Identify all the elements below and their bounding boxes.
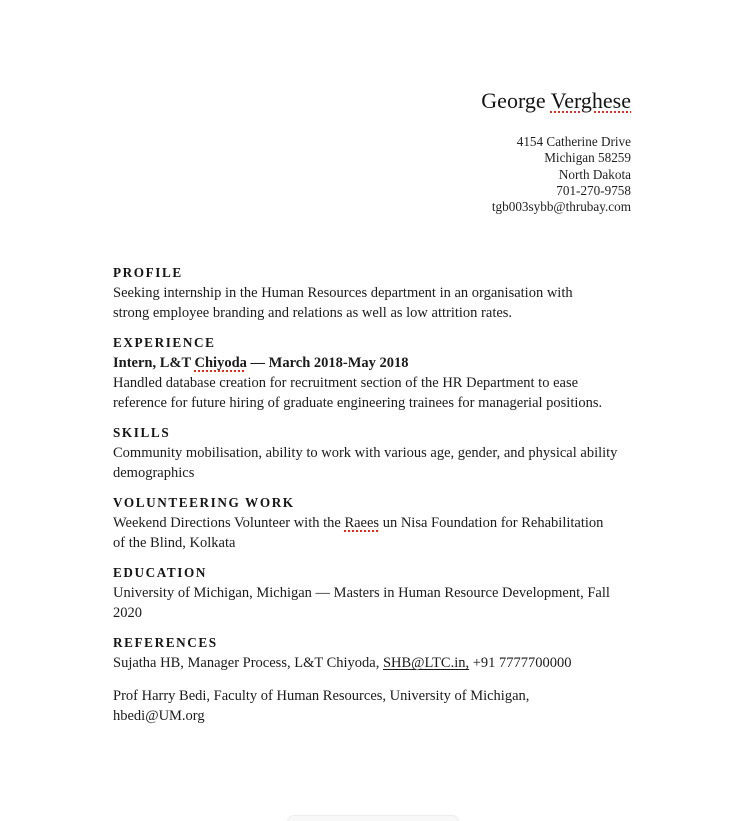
profile-text-line: Seeking internship in the Human Resources department in an organisation with <box>113 285 573 302</box>
contact-email: tgb003sybb@thrubay.com <box>491 199 631 214</box>
volunteering-text-prefix: Weekend Directions Volunteer with the <box>113 515 345 532</box>
experience-text-line: Handled database creation for recruitment section of the HR Department to ease <box>113 375 579 392</box>
job-title-prefix: Intern, L&T <box>113 355 195 372</box>
skills-heading: SKILLS <box>113 425 171 441</box>
reference-2-text-line: Prof Harry Bedi, Faculty of Human Resources, University of Michigan, <box>113 688 530 705</box>
section-references <box>113 633 631 726</box>
experience-heading: EXPERIENCE <box>113 335 216 351</box>
reference-email-link[interactable]: SHB@LTC.in, <box>382 655 470 672</box>
contact-address-line3: North Dakota <box>558 166 631 182</box>
resume-body <box>113 263 631 726</box>
skills-text-line: Community mobilisation, ability to work with various age, gender, and physical ability <box>113 445 618 462</box>
reference-1-text: Sujatha HB, Manager Process, L&T Chiyoda, <box>113 655 383 672</box>
education-text-line: 2020 <box>113 605 142 622</box>
section-volunteering <box>113 493 631 553</box>
skills-text-line: demographics <box>113 465 195 482</box>
job-title-misspelled-word: Chiyoda <box>194 355 247 372</box>
references-heading: REFERENCES <box>113 635 218 651</box>
volunteering-text-line: of the Blind, Kolkata <box>113 535 236 552</box>
section-skills <box>113 423 631 483</box>
education-heading: EDUCATION <box>113 565 208 581</box>
education-text-line: University of Michigan, Michigan — Masters in Human Resource Development, Fall <box>113 585 610 602</box>
candidate-last-name-misspelled: Verghese <box>550 88 631 113</box>
reference-1-phone: +91 7777700000 <box>469 655 572 672</box>
reference-entry-1 <box>113 653 631 673</box>
job-title-dates: — March 2018-May 2018 <box>246 355 409 372</box>
contact-phone: 701-270-9758 <box>556 182 631 198</box>
experience-job-title <box>113 353 631 373</box>
section-education <box>113 563 631 623</box>
volunteering-text-line <box>113 513 631 533</box>
experience-text-line: reference for future hiring of graduate engineering trainees for managerial positions. <box>113 395 603 412</box>
volunteering-text-suffix: un Nisa Foundation for Rehabilitation <box>379 515 604 532</box>
reference-entry-2 <box>113 686 631 726</box>
volunteering-misspelled-word: Raees <box>344 515 380 532</box>
contact-address-line2: Michigan 58259 <box>544 150 631 166</box>
section-experience <box>113 333 631 413</box>
contact-block <box>113 134 631 215</box>
resume-header <box>113 86 631 215</box>
candidate-first-name: George <box>481 88 546 113</box>
profile-text-line: strong employee branding and relations as well as low attrition rates. <box>113 305 513 322</box>
contact-address-line1: 4154 Catherine Drive <box>516 134 631 149</box>
profile-heading: PROFILE <box>113 265 183 281</box>
candidate-name <box>113 86 631 116</box>
section-profile <box>113 263 631 323</box>
reference-2-email: hbedi@UM.org <box>113 708 205 725</box>
floating-toolbar-peek[interactable] <box>287 815 459 821</box>
volunteering-heading: VOLUNTEERING WORK <box>113 495 295 511</box>
